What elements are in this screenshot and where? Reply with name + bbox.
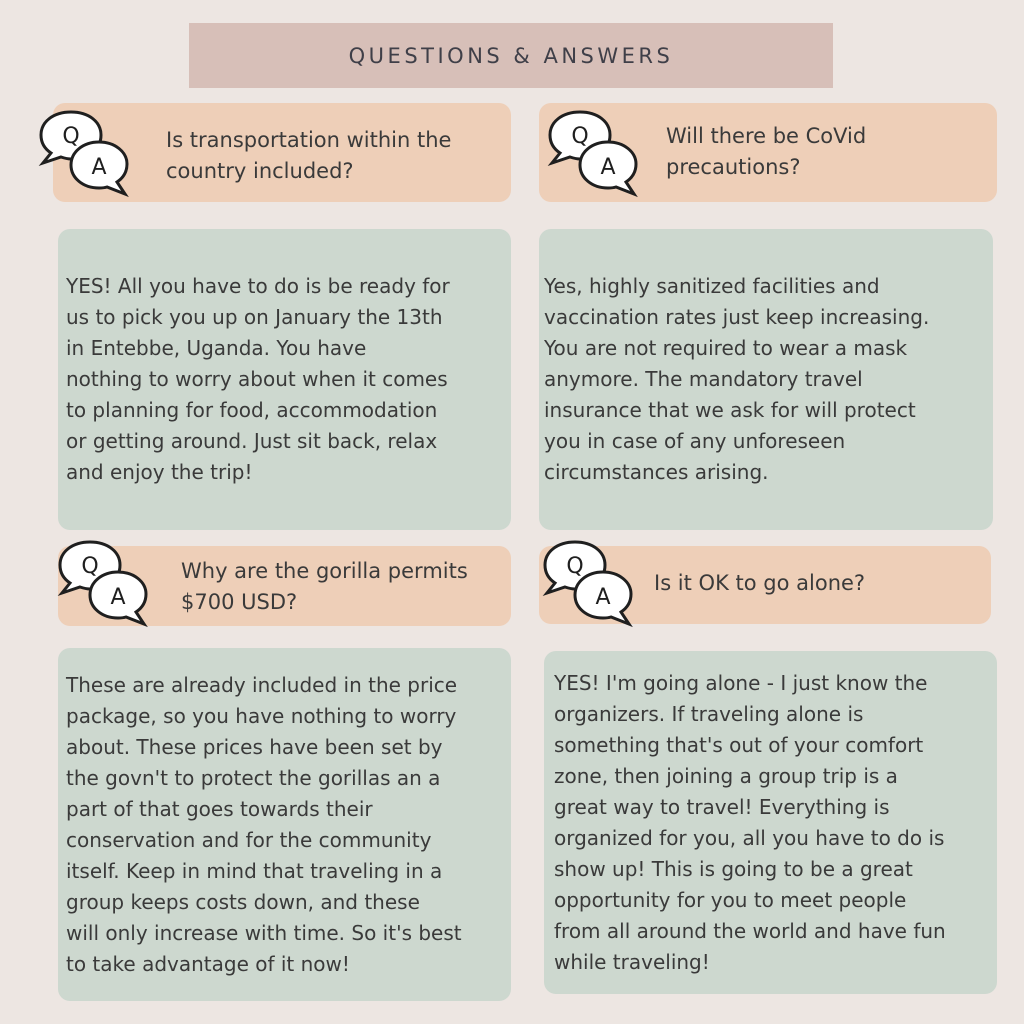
question-text-3: Why are the gorilla permits $700 USD? — [181, 559, 468, 614]
answer-text-3: These are already included in the price package, so you have nothing to worry about. These prices have been set by the govn't to protect the gorillas an a part of that goes towards their conservation and for the community itself. Keep in mind that traveling in a group keeps costs down, and these will only increase with time. So it's best to take advantage of it now! — [66, 672, 462, 976]
question-text-2: Will there be CoVid precautions? — [666, 124, 867, 179]
svg-text:A: A — [600, 155, 616, 180]
qa-speech-bubbles-icon — [56, 538, 152, 630]
answer-box-2 — [539, 229, 993, 530]
answer-text-1: YES! All you have to do is be ready for us to pick you up on January the 13th in Entebbe, Uganda. You have nothing to worry about when it comes to planning for food, accommodation or getting around. Just sit back, relax and enjoy the trip! — [66, 274, 450, 484]
svg-text:Q: Q — [62, 124, 80, 149]
question-text-4: Is it OK to go alone? — [654, 571, 866, 595]
answer-box-1 — [58, 229, 511, 530]
svg-text:A: A — [91, 155, 107, 180]
svg-text:Q: Q — [566, 554, 584, 579]
answer-text-2: Yes, highly sanitized facilities and vaccination rates just keep increasing. You are not required to wear a mask anymore. The mandatory travel insurance that we ask for will protect you in case of any unforeseen circumstances arising. — [544, 274, 930, 484]
page-title: QUESTIONS & ANSWERS — [348, 43, 674, 68]
qa-speech-bubbles-icon — [37, 108, 133, 200]
answer-box-4 — [544, 651, 997, 994]
answer-box-3 — [58, 648, 511, 1001]
svg-text:Q: Q — [571, 124, 589, 149]
question-text-1: Is transportation within the country included? — [166, 128, 452, 183]
svg-text:Q: Q — [81, 554, 99, 579]
svg-text:A: A — [595, 585, 611, 610]
svg-text:A: A — [110, 585, 126, 610]
qa-speech-bubbles-icon — [546, 108, 642, 200]
answer-text-4: YES! I'm going alone - I just know the organizers. If traveling alone is something that's out of your comfort zone, then joining a group trip is a great way to travel! Everything is organized for you, all you have to do is show up! This is going to be a great opportunity for you to meet people from all around the world and have fun while traveling! — [554, 670, 946, 974]
qa-speech-bubbles-icon — [541, 538, 637, 630]
header-banner — [189, 23, 833, 88]
